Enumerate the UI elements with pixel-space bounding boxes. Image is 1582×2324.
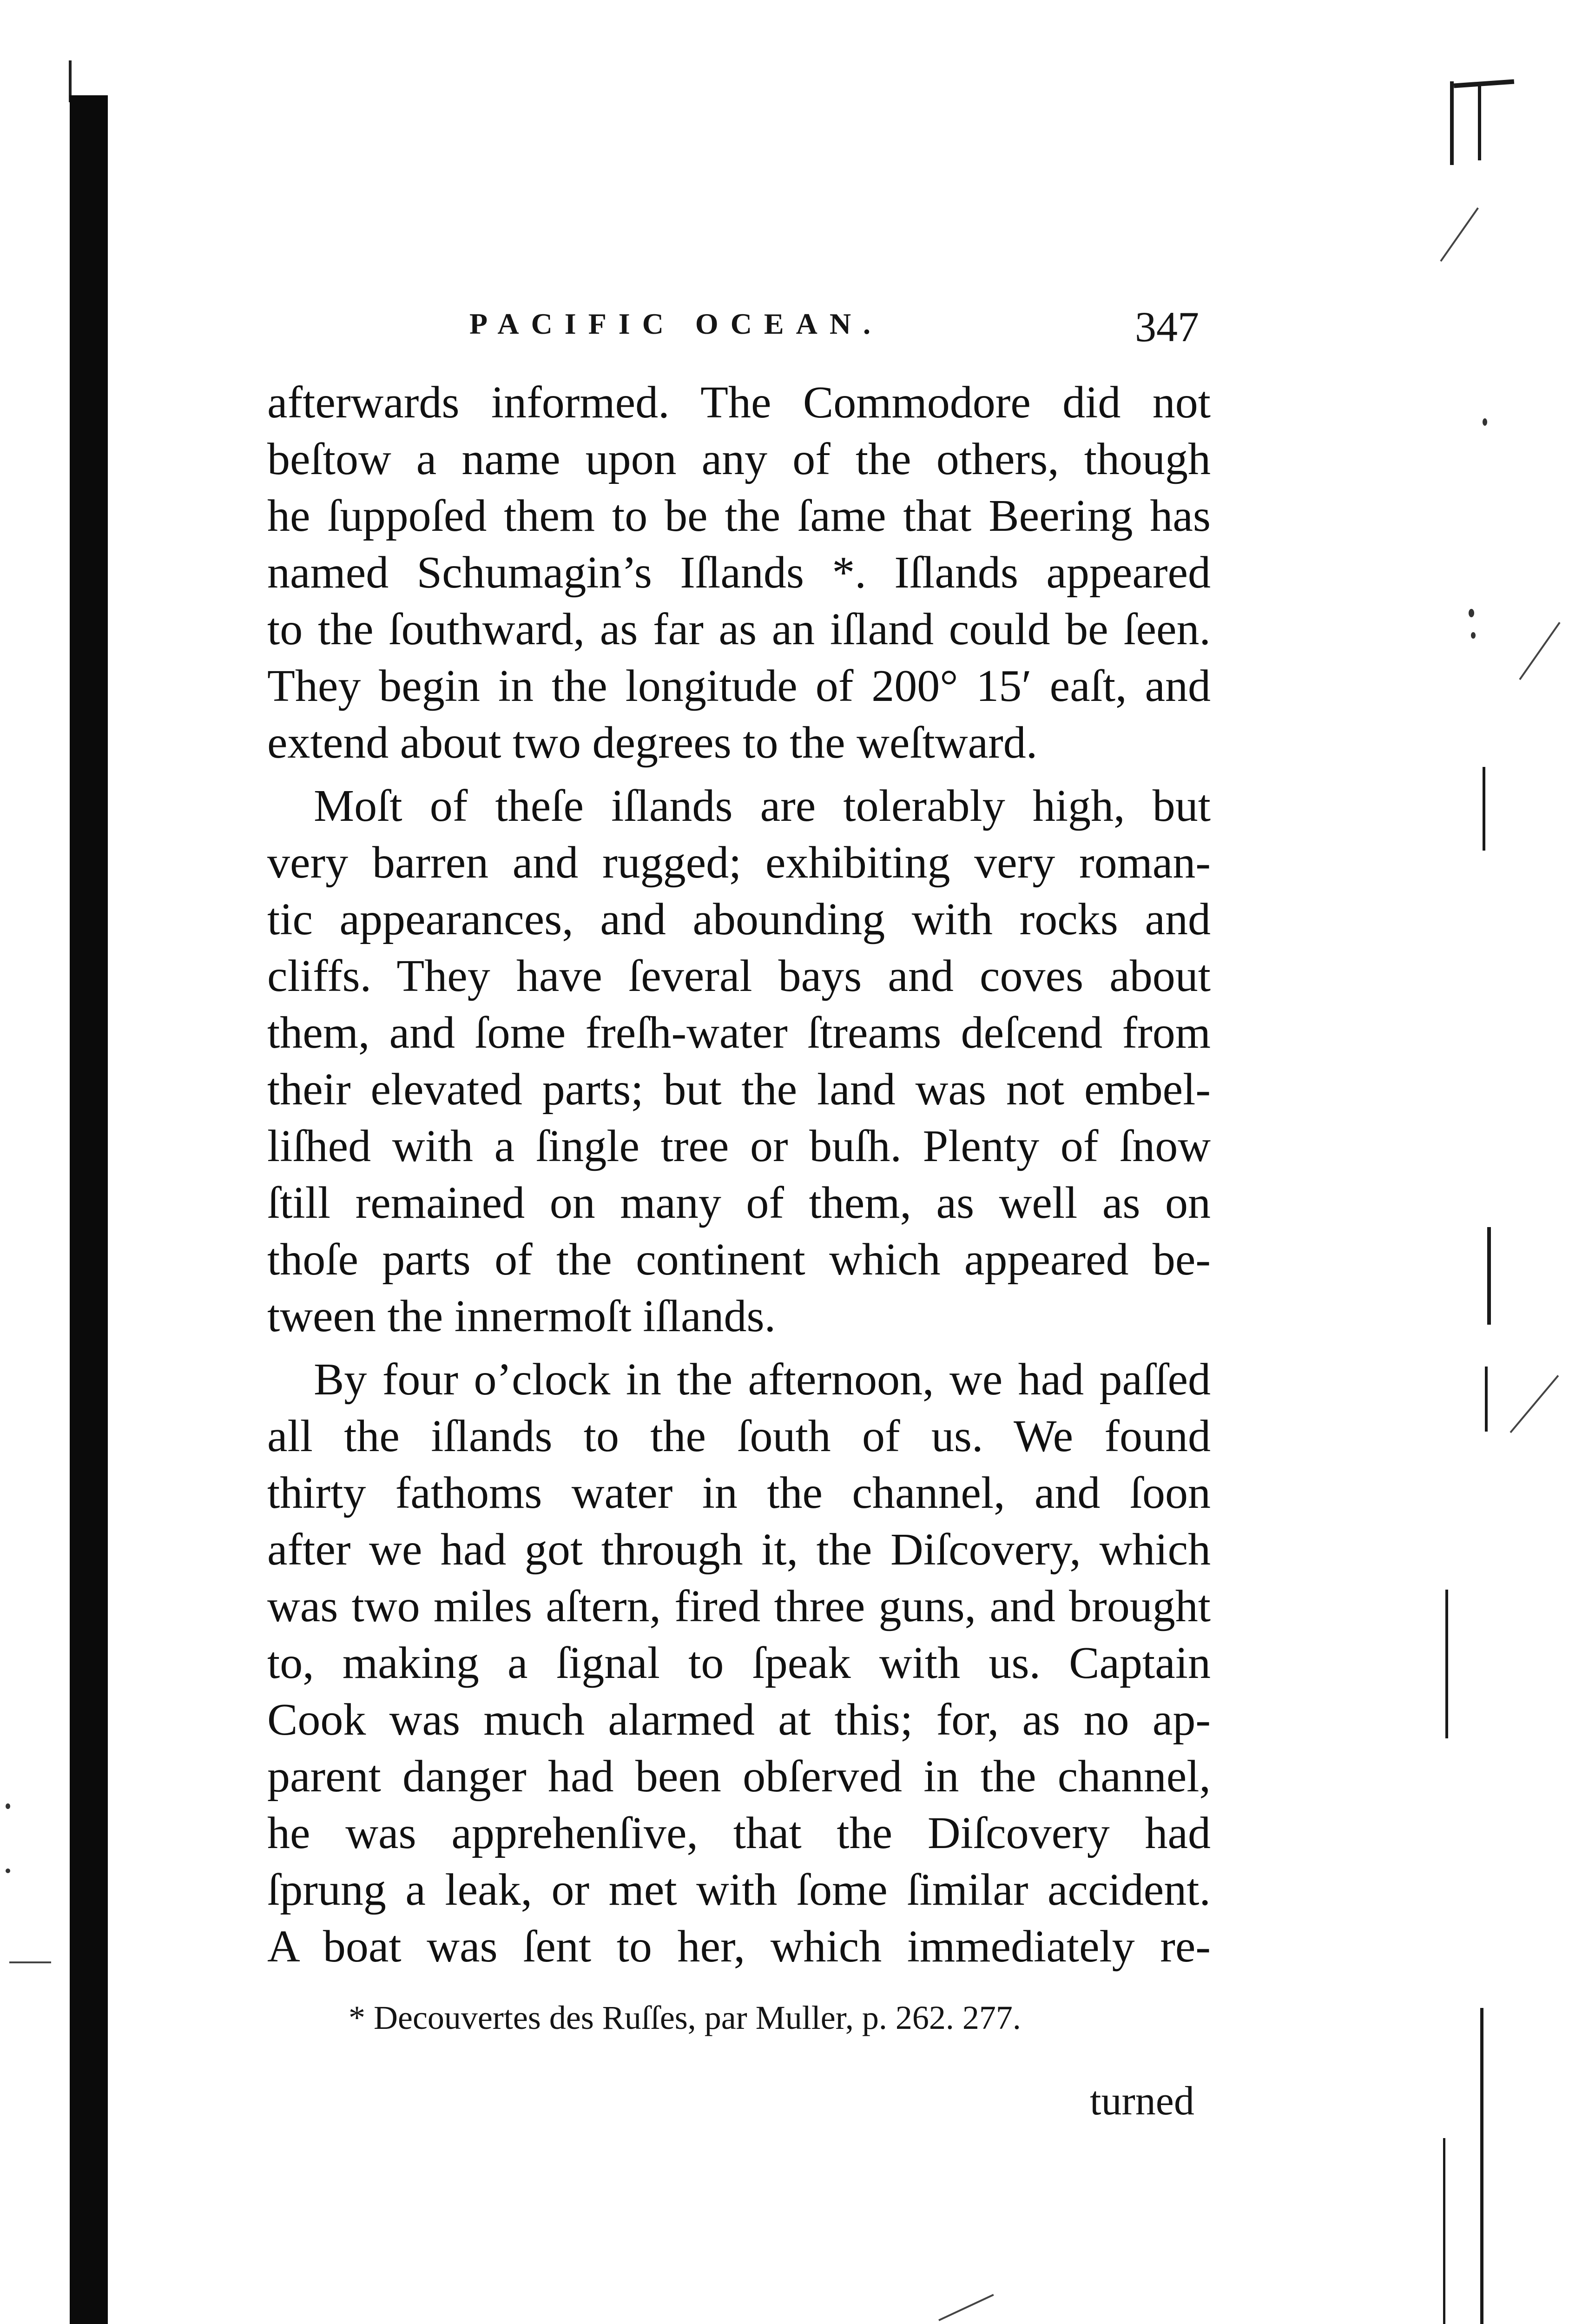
paragraph-break [267, 1345, 1211, 1351]
text-line: afterwards informed. The Commodore did not [267, 377, 1211, 428]
text-line: By four o’clock in the afternoon, we had paſſed [314, 1354, 1211, 1405]
text-line: he ſuppoſed them to be the ſame that Beering has [267, 491, 1211, 541]
text-line: parent danger had been obſerved in the channel, [267, 1751, 1211, 1802]
text-line: ſprung a leak, or met with ſome ſimilar accident. [267, 1865, 1211, 1915]
paragraph-break [267, 771, 1211, 778]
text-line: Moſt of theſe iſlands are tolerably high, but [314, 781, 1211, 831]
text-line: tic appearances, and abounding with rocks and [267, 894, 1211, 944]
text-line: them, and ſome freſh-water ſtreams deſcend from [267, 1008, 1211, 1058]
text-line: their elevated parts; but the land was not embel- [267, 1064, 1211, 1115]
text-line: ſtill remained on many of them, as well as on [267, 1178, 1211, 1228]
text-line: They begin in the longitude of 200° 15′ eaſt, and [267, 661, 1211, 711]
footnote: * Decouvertes des Ruſſes, par Muller, p. 262. 277. [349, 1999, 1021, 2036]
text-line: he was apprehenſive, that the Diſcovery had [267, 1808, 1211, 1858]
text-line: beſtow a name upon any of the others, though [267, 434, 1211, 484]
body-text [267, 374, 1211, 1975]
text-line: all the iſlands to the ſouth of us. We found [267, 1411, 1211, 1461]
running-head: PACIFIC OCEAN. [469, 307, 883, 340]
page-number: 347 [1135, 303, 1199, 350]
text-line: thoſe parts of the continent which appeared be- [267, 1235, 1211, 1285]
text-line: named Schumagin’s Iſlands *. Iſlands appeared [267, 548, 1211, 598]
text-line: was two miles aſtern, fired three guns, and brought [267, 1581, 1211, 1631]
binding-shadow-strip [70, 95, 108, 2324]
text-line: A boat was ſent to her, which immediately re- [267, 1921, 1211, 1972]
text-line: to, making a ſignal to ſpeak with us. Captain [267, 1638, 1211, 1688]
page-header [469, 302, 1199, 358]
text-line: extend about two degrees to the weſtward. [267, 718, 1038, 768]
catchword: turned [1090, 2079, 1194, 2124]
text-line: thirty fathoms water in the channel, and ſoon [267, 1468, 1211, 1518]
text-line: Cook was much alarmed at this; for, as no ap- [267, 1695, 1211, 1745]
text-line: after we had got through it, the Diſcovery, which [267, 1525, 1211, 1575]
text-line: very barren and rugged; exhibiting very roman- [267, 838, 1211, 888]
text-line: liſhed with a ſingle tree or buſh. Plenty of ſnow [267, 1121, 1211, 1171]
text-line: tween the innermoſt iſlands. [267, 1291, 776, 1341]
text-line: to the ſouthward, as far as an iſland could be ſeen. [267, 604, 1211, 654]
text-line: cliffs. They have ſeveral bays and coves about [267, 951, 1211, 1001]
